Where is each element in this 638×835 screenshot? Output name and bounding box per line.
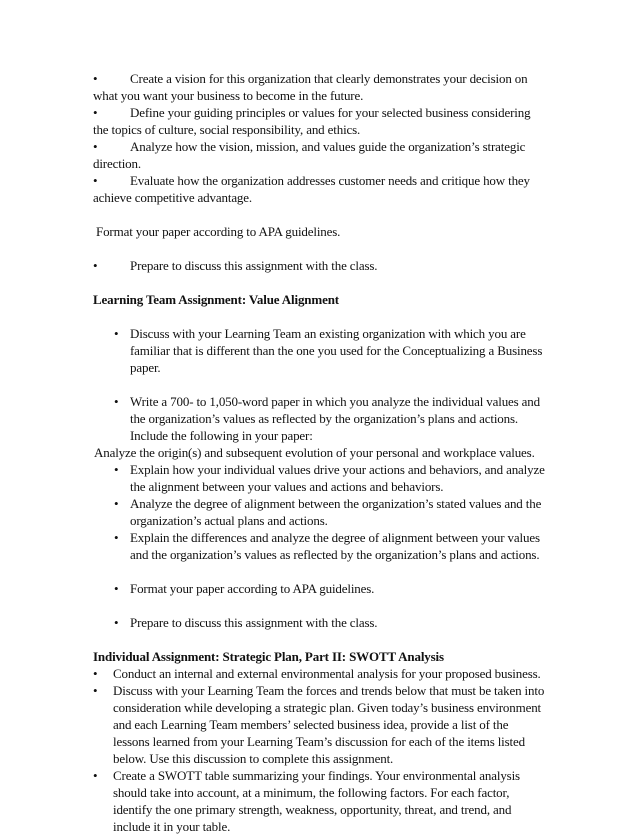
list-item: • Create a SWOTT table summarizing your findings. Your environmental analysis [93, 767, 545, 784]
list-item: • Evaluate how the organization addresses customer needs and critique how they [93, 172, 545, 189]
list-item: • Prepare to discuss this assignment with the class. [93, 614, 545, 631]
list-item: • Create a vision for this organization that clearly demonstrates your decision on [93, 70, 545, 87]
list-item: • Define your guiding principles or values for your selected business considering [93, 104, 545, 121]
list-item: • Format your paper according to APA guidelines. [93, 580, 545, 597]
list-item: • Explain the differences and analyze the degree of alignment between your values [93, 529, 545, 546]
bullet-icon [93, 70, 97, 87]
list-item: • Explain how your individual values drive your actions and behaviors, and analyze [93, 461, 545, 478]
bullet-icon [93, 104, 97, 121]
bullet-icon [93, 172, 97, 189]
bullet-icon [114, 495, 118, 512]
document-page: • Create a vision for this organization that clearly demonstrates your decision on what you want your business to become in the future. • Define your guiding principles or values for your selected business considering the topics of culture, social responsibility, and ethics. • Analyze how the vision, mission, and values guide the organization’s strategic direction. • Evaluate how the organization addresses customer needs and critique how they achieve competitive advantage. Format your paper according to APA guidelines. • Prepare to discuss this assignment with the class. Learning Team Assignment: Value Alignment • Discuss with your Learning Team an existing organization with which you are familiar that is different than the one you used for the Conceptualizing a Business paper. • Write a 700- to 1,050-word paper in which you analyze the individual values and the organization’s values as reflected by the organization’s plans and actions. Include the following in your paper: Analyze the origin(s) and subsequent evolution of your personal and workplace values. • Explain how your individual values drive your actions and behaviors, and analyze the alignment between your values and actions and behaviors. • Analyze the degree of alignment between the organization’s stated values and the organization’s actual plans and actions. • Explain the differences and analyze the degree of alignment between your values and the organization’s values as reflected by the organization’s plans and actions. • Format your paper according to APA guidelines. • Prepare to discuss this assignment with the class. Individual Assignment: Strategic Plan, Part II: SWOTT Analysis • Conduct an internal and external environmental analysis for your proposed business. • Discuss with your Learning Team the forces and trends below that must be taken into consideration while developing a strategic plan. Given today’s business environment and each Learning Team members’ selected business idea, provide a list of the lessons learned from your Learning Team’s discussion for each of the items listed below. Use this discussion to complete this assignment. • Create a SWOTT table summarizing your findings. Your environmental analysis should take into account, at a minimum, the following factors. For each factor, identify the one primary strength, weakness, opportunity, threat, and trend, and include it in your table. [93, 70, 545, 835]
list-item: • Discuss with your Learning Team the forces and trends below that must be taken into [93, 682, 545, 699]
list-item: • Discuss with your Learning Team an existing organization with which you are [93, 325, 545, 342]
analyze-line: Analyze the origin(s) and subsequent evolution of your personal and workplace values. [94, 445, 535, 460]
bullet-icon [114, 614, 118, 631]
section-heading: Individual Assignment: Strategic Plan, Part II: SWOTT Analysis [93, 649, 444, 664]
format-note: Format your paper according to APA guidelines. [96, 224, 341, 239]
bullet-icon [93, 138, 97, 155]
bullet-icon [93, 682, 97, 699]
list-item: • Analyze the degree of alignment between the organization’s stated values and the [93, 495, 545, 512]
bullet-icon [93, 665, 97, 682]
bullet-icon [93, 257, 97, 274]
list-item: • Prepare to discuss this assignment with the class. [93, 257, 545, 274]
bullet-icon [114, 325, 118, 342]
list-item: • Conduct an internal and external environmental analysis for your proposed business. [93, 665, 545, 682]
list-item: • Analyze how the vision, mission, and values guide the organization’s strategic [93, 138, 545, 155]
bullet-icon [114, 529, 118, 546]
list-item: • Write a 700- to 1,050-word paper in which you analyze the individual values and [93, 393, 545, 410]
bullet-icon [114, 580, 118, 597]
bullet-icon [114, 461, 118, 478]
bullet-icon [114, 393, 118, 410]
bullet-icon [93, 767, 97, 784]
section-heading: Learning Team Assignment: Value Alignment [93, 292, 339, 307]
